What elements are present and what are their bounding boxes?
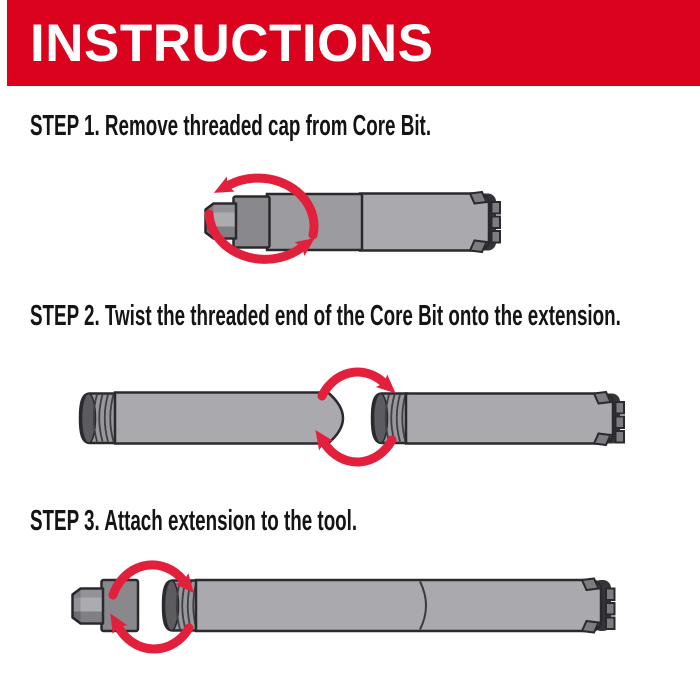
- assembled-extension-core-bit: [163, 579, 615, 633]
- tooth: [606, 589, 615, 601]
- core-bit: [372, 392, 624, 445]
- tooth: [606, 603, 615, 615]
- cap-collar: [234, 197, 270, 248]
- bit-threads: [372, 393, 407, 443]
- tooth: [606, 618, 615, 630]
- threaded-cap: [206, 194, 363, 250]
- step-2-heading: STEP 2. Twist the threaded end of the Core Bit onto the extension.: [30, 300, 621, 332]
- tool-adapter: [73, 580, 139, 631]
- assembly-barrel: [196, 580, 601, 631]
- header-banner: [7, 0, 700, 86]
- step-3-heading: STEP 3. Attach extension to the tool.: [30, 505, 358, 537]
- rotate-arrow-top: [322, 372, 383, 396]
- tooth: [616, 431, 625, 443]
- step-2-illustration: [0, 358, 700, 473]
- bit-barrel: [406, 394, 613, 444]
- step-3-illustration: [0, 548, 700, 660]
- extension-barrel: [115, 393, 343, 444]
- tooth: [492, 202, 501, 214]
- bit-barrel: [360, 194, 489, 251]
- tooth: [492, 231, 501, 243]
- extension-threads: [163, 581, 197, 631]
- tooth: [616, 402, 625, 414]
- step-1-illustration: [0, 158, 700, 293]
- page-title: INSTRUCTIONS: [30, 13, 434, 73]
- core-bit: [360, 192, 500, 252]
- extension-threads: [80, 393, 117, 443]
- step-1-heading: STEP 1. Remove threaded cap from Core Bit.: [30, 110, 432, 142]
- tooth: [616, 417, 625, 429]
- extension: [80, 393, 343, 444]
- hex-shank: [73, 589, 104, 624]
- tooth: [492, 217, 501, 229]
